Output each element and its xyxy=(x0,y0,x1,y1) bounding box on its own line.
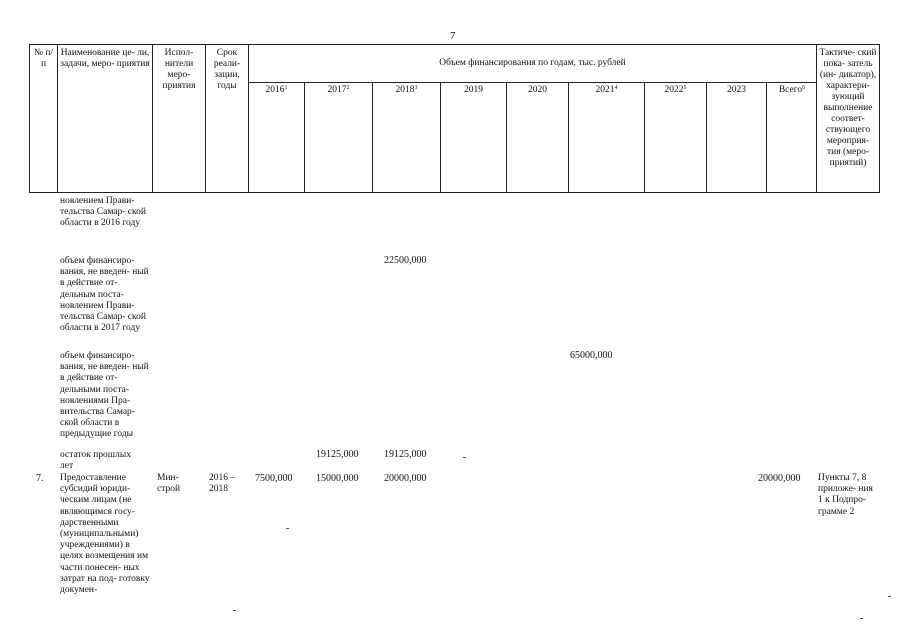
scan-speck xyxy=(860,618,863,619)
item7-value-2018: 20000,000 xyxy=(384,473,427,484)
header-indicator: Тактиче- ский пока- затель (ин- дикатор), характери- зующий выполнение соответ- ствующего мероприя- тия (меро- приятий) xyxy=(819,48,877,168)
item7-value-2017: 15000,000 xyxy=(316,473,359,484)
header-year-2023: 2023 xyxy=(707,83,767,192)
row-prev-value-2021: 65000,000 xyxy=(570,350,613,361)
table-header xyxy=(29,44,880,193)
header-year-2016: 2016$^1$ xyxy=(249,83,305,192)
item7-indicator: Пункты 7, 8 приложе- ния 1 к Подпро- грамме 2 xyxy=(818,473,873,517)
header-year-2017: 2017$^2$ xyxy=(305,83,373,192)
scan-speck xyxy=(888,596,891,597)
item7-total: 20000,000 xyxy=(758,473,801,484)
row-rest-value-2017: 19125,000 xyxy=(316,449,359,460)
header-funding-group xyxy=(249,45,817,192)
item7-executor: Мин- строй xyxy=(157,473,181,495)
row-rest-value-2018: 19125,000 xyxy=(384,449,427,460)
header-period: Срок реали- зации, годы xyxy=(206,45,249,192)
row-rest-text: остаток прошлых лет xyxy=(60,450,131,472)
item7-num: 7. xyxy=(36,473,44,484)
header-year-2018: 2018$^3$ xyxy=(373,83,441,192)
header-total: Всего$^6$ xyxy=(778,85,806,95)
header-name: Наименование це- ли, задачи, меро- приятия xyxy=(58,45,153,192)
row-2016-text: объем финансиро- вания, не введен- ный в действие от- дельным поста- новлением Прави- тельства Самар- ской области в 2017 году xyxy=(60,256,149,334)
row-prev-text: объем финансиро- вания, не введен- ный в действие от- дельными поста- новлениями Пра- вительства Самар- ской области в предыдущие годы xyxy=(60,351,149,440)
item7-name: Предоставление субсидий юриди- ческим лицам (не являющимся госу- дарственными (муниципальными) учреждениями) в целях возмещения им части понесен- ных затрат на под- готовку докумен- xyxy=(60,473,150,596)
scan-speck xyxy=(463,457,466,458)
item7-period: 2016 – 2018 xyxy=(209,473,236,495)
header-year-2021: 2021$^4$ xyxy=(569,83,645,192)
header-year-2022: 2022$^5$ xyxy=(645,83,707,192)
header-num: № п/п xyxy=(30,45,58,192)
scan-speck xyxy=(286,528,289,529)
row-2016-value-2018: 22500,000 xyxy=(384,255,427,266)
page-number: 7 xyxy=(450,30,456,42)
item7-value-2016: 7500,000 xyxy=(255,473,293,484)
scan-speck xyxy=(233,610,236,611)
continued-row-text: новлением Прави- тельства Самар- ской области в 2016 году xyxy=(60,196,146,229)
header-funding: Объем финансирования по годам, тыс. рублей xyxy=(249,45,816,83)
header-executors: Испол- нители меро- приятия xyxy=(153,45,206,192)
header-year-2019: 2019 xyxy=(441,83,507,192)
header-year-2020: 2020 xyxy=(507,83,569,192)
